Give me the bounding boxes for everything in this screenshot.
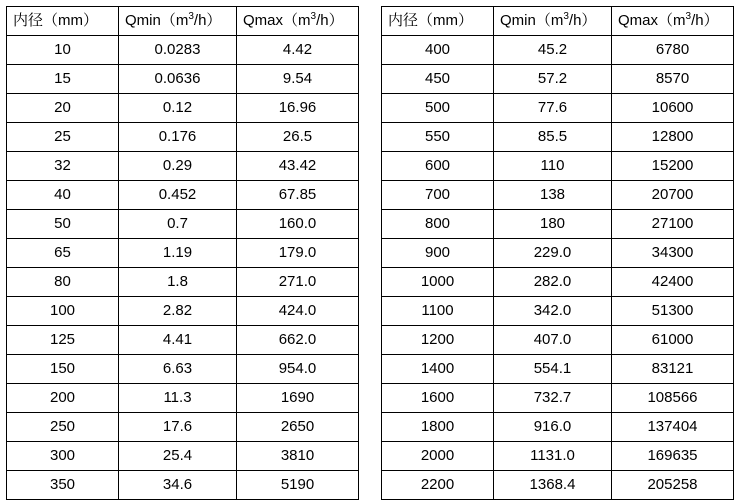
table-row (382, 326, 734, 355)
cell-qmin: 138 (494, 181, 612, 210)
cell-inner-diameter: 20 (7, 94, 119, 123)
cell-qmin: 45.2 (494, 36, 612, 65)
cell-qmax: 271.0 (237, 268, 359, 297)
table-row (382, 239, 734, 268)
cell-qmax: 12800 (612, 123, 734, 152)
cell-inner-diameter: 200 (7, 384, 119, 413)
cell-qmin: 17.6 (119, 413, 237, 442)
table-row (7, 94, 359, 123)
table-row (382, 297, 734, 326)
cell-qmax: 9.54 (237, 65, 359, 94)
left-table (6, 6, 359, 500)
cell-qmin: 1368.4 (494, 471, 612, 500)
cell-qmin: 180 (494, 210, 612, 239)
cell-qmin: 0.176 (119, 123, 237, 152)
table-row (7, 355, 359, 384)
cell-qmin: 0.29 (119, 152, 237, 181)
cell-qmin: 0.0636 (119, 65, 237, 94)
cell-qmin: 0.0283 (119, 36, 237, 65)
cell-qmin: 85.5 (494, 123, 612, 152)
cell-inner-diameter: 700 (382, 181, 494, 210)
cell-inner-diameter: 300 (7, 442, 119, 471)
cell-inner-diameter: 1200 (382, 326, 494, 355)
cell-qmax: 10600 (612, 94, 734, 123)
cell-qmin: 342.0 (494, 297, 612, 326)
cell-qmin: 77.6 (494, 94, 612, 123)
right-table-body (382, 36, 734, 500)
cell-inner-diameter: 250 (7, 413, 119, 442)
cell-qmin: 1.19 (119, 239, 237, 268)
cell-inner-diameter: 80 (7, 268, 119, 297)
cell-inner-diameter: 600 (382, 152, 494, 181)
table-header-row (7, 7, 359, 36)
cell-inner-diameter: 500 (382, 94, 494, 123)
cell-qmin: 282.0 (494, 268, 612, 297)
header-cell-qmax: $Qmax(m^3/h)$ (237, 7, 359, 36)
cell-qmax: 5190 (237, 471, 359, 500)
cell-qmax: 6780 (612, 36, 734, 65)
cell-inner-diameter: 1800 (382, 413, 494, 442)
cell-qmax: 15200 (612, 152, 734, 181)
cell-qmax: 16.96 (237, 94, 359, 123)
cell-inner-diameter: 25 (7, 123, 119, 152)
cell-qmin: 6.63 (119, 355, 237, 384)
table-row (382, 442, 734, 471)
cell-qmin: 916.0 (494, 413, 612, 442)
cell-qmax: 205258 (612, 471, 734, 500)
cell-inner-diameter: 800 (382, 210, 494, 239)
cell-qmax: 137404 (612, 413, 734, 442)
cell-inner-diameter: 125 (7, 326, 119, 355)
cell-qmax: 1690 (237, 384, 359, 413)
table-row (7, 413, 359, 442)
cell-qmin: 2.82 (119, 297, 237, 326)
cell-inner-diameter: 65 (7, 239, 119, 268)
cell-qmin: 4.41 (119, 326, 237, 355)
table-row (7, 36, 359, 65)
cell-qmax: 26.5 (237, 123, 359, 152)
cell-qmax: 83121 (612, 355, 734, 384)
table-row (382, 94, 734, 123)
table-row (382, 413, 734, 442)
cell-qmax: 34300 (612, 239, 734, 268)
cell-inner-diameter: 15 (7, 65, 119, 94)
cell-inner-diameter: 900 (382, 239, 494, 268)
header-cell-qmin: $Qmin(m^3/h)$ (494, 7, 612, 36)
cell-qmax: 169635 (612, 442, 734, 471)
table-row (382, 210, 734, 239)
cell-qmax: 108566 (612, 384, 734, 413)
table-row (7, 268, 359, 297)
table-header-row (382, 7, 734, 36)
header-cell-inner-diameter: 内径（mm） (7, 7, 119, 36)
table-row (7, 471, 359, 500)
table-row (382, 384, 734, 413)
cell-inner-diameter: 450 (382, 65, 494, 94)
table-row (382, 65, 734, 94)
cell-qmax: 8570 (612, 65, 734, 94)
cell-inner-diameter: 150 (7, 355, 119, 384)
cell-qmin: 407.0 (494, 326, 612, 355)
header-cell-qmax: $Qmax(m^3/h)$ (612, 7, 734, 36)
cell-inner-diameter: 350 (7, 471, 119, 500)
cell-inner-diameter: 50 (7, 210, 119, 239)
cell-qmax: 27100 (612, 210, 734, 239)
cell-inner-diameter: 400 (382, 36, 494, 65)
table-row (382, 123, 734, 152)
cell-qmax: 3810 (237, 442, 359, 471)
cell-inner-diameter: 32 (7, 152, 119, 181)
cell-qmax: 160.0 (237, 210, 359, 239)
table-row (7, 181, 359, 210)
header-cell-qmin: $Qmin(m^3/h)$ (119, 7, 237, 36)
cell-inner-diameter: 2200 (382, 471, 494, 500)
right-table (381, 6, 734, 500)
table-row (7, 123, 359, 152)
cell-qmax: 424.0 (237, 297, 359, 326)
cell-qmin: 229.0 (494, 239, 612, 268)
cell-qmax: 67.85 (237, 181, 359, 210)
table-row (382, 36, 734, 65)
table-row (7, 210, 359, 239)
table-row (7, 239, 359, 268)
cell-qmin: 1131.0 (494, 442, 612, 471)
cell-qmin: 732.7 (494, 384, 612, 413)
cell-qmax: 4.42 (237, 36, 359, 65)
right-table-header (382, 7, 734, 36)
cell-inner-diameter: 1000 (382, 268, 494, 297)
table-row (382, 355, 734, 384)
cell-qmin: 554.1 (494, 355, 612, 384)
cell-qmax: 51300 (612, 297, 734, 326)
cell-inner-diameter: 1600 (382, 384, 494, 413)
table-row (7, 297, 359, 326)
table-row (7, 65, 359, 94)
cell-qmax: 61000 (612, 326, 734, 355)
cell-inner-diameter: 10 (7, 36, 119, 65)
cell-qmin: 0.452 (119, 181, 237, 210)
header-cell-inner-diameter: 内径（mm） (382, 7, 494, 36)
table-row (7, 326, 359, 355)
table-row (7, 152, 359, 181)
left-table-header (7, 7, 359, 36)
cell-qmax: 42400 (612, 268, 734, 297)
cell-qmin: 25.4 (119, 442, 237, 471)
cell-qmax: 662.0 (237, 326, 359, 355)
cell-qmin: 0.7 (119, 210, 237, 239)
cell-qmax: 179.0 (237, 239, 359, 268)
cell-inner-diameter: 550 (382, 123, 494, 152)
cell-qmin: 34.6 (119, 471, 237, 500)
table-row (7, 442, 359, 471)
left-table-body (7, 36, 359, 500)
cell-inner-diameter: 1400 (382, 355, 494, 384)
table-row (382, 268, 734, 297)
cell-qmin: 57.2 (494, 65, 612, 94)
cell-qmax: 2650 (237, 413, 359, 442)
cell-qmax: 954.0 (237, 355, 359, 384)
cell-inner-diameter: 100 (7, 297, 119, 326)
cell-inner-diameter: 1100 (382, 297, 494, 326)
cell-qmax: 20700 (612, 181, 734, 210)
cell-qmax: 43.42 (237, 152, 359, 181)
cell-inner-diameter: 40 (7, 181, 119, 210)
cell-qmin: 110 (494, 152, 612, 181)
table-row (382, 181, 734, 210)
cell-qmin: 0.12 (119, 94, 237, 123)
cell-qmin: 1.8 (119, 268, 237, 297)
table-row (382, 471, 734, 500)
table-row (7, 384, 359, 413)
cell-qmin: 11.3 (119, 384, 237, 413)
table-row (382, 152, 734, 181)
cell-inner-diameter: 2000 (382, 442, 494, 471)
